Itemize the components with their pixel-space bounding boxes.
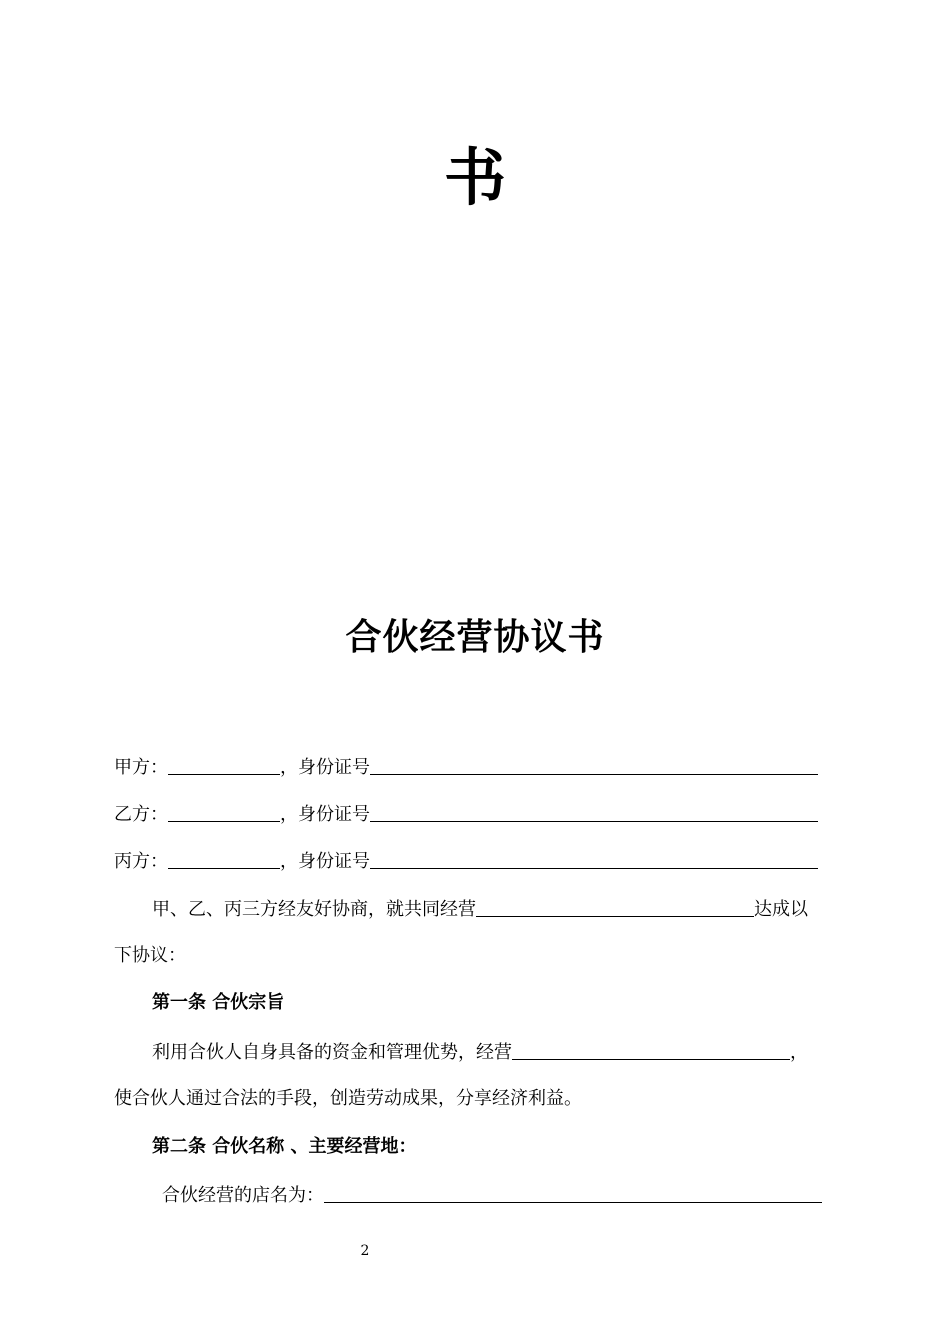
article-2-heading: 第二条 合伙名称 、主要经营地： bbox=[152, 1136, 417, 1157]
shop-name-blank[interactable] bbox=[324, 1182, 822, 1203]
party-a-id-label: ，身份证号 bbox=[280, 757, 370, 778]
article-1-text-before: 利用合伙人自身具备的资金和管理优势，经营 bbox=[152, 1042, 512, 1063]
article-1-line-1 bbox=[152, 1037, 808, 1067]
party-a-name-blank[interactable] bbox=[168, 754, 280, 775]
shop-name-label: 合伙经营的店名为： bbox=[162, 1185, 324, 1206]
party-c-id-label: ，身份证号 bbox=[280, 851, 370, 872]
page-number: 2 bbox=[360, 1243, 370, 1259]
business-scope-blank[interactable] bbox=[476, 896, 754, 917]
article-1-text-after: ， bbox=[790, 1042, 808, 1063]
party-b-line bbox=[114, 799, 818, 829]
shop-name-line bbox=[162, 1180, 822, 1210]
party-a-line bbox=[114, 752, 818, 782]
intro-text-before: 甲、乙、丙三方经友好协商，就共同经营 bbox=[152, 899, 476, 920]
party-c-id-blank[interactable] bbox=[370, 848, 818, 869]
party-c-name-blank[interactable] bbox=[168, 848, 280, 869]
article-1-heading: 第一条 合伙宗旨 bbox=[152, 992, 285, 1013]
party-b-name-blank[interactable] bbox=[168, 801, 280, 822]
intro-text-after: 达成以 bbox=[754, 899, 808, 920]
business-blank[interactable] bbox=[512, 1039, 790, 1060]
party-a-label: 甲方： bbox=[114, 757, 168, 778]
party-b-label: 乙方： bbox=[114, 804, 168, 825]
party-c-line bbox=[114, 846, 818, 876]
party-c-label: 丙方： bbox=[114, 851, 168, 872]
intro-line bbox=[152, 894, 808, 924]
document-title: 合伙经营协议书 bbox=[345, 616, 605, 658]
intro-continuation: 下协议： bbox=[114, 945, 186, 966]
previous-page-fragment: 书 bbox=[443, 141, 506, 214]
party-b-id-label: ，身份证号 bbox=[280, 804, 370, 825]
article-1-line-2: 使合伙人通过合法的手段，创造劳动成果，分享经济利益。 bbox=[114, 1088, 582, 1109]
party-b-id-blank[interactable] bbox=[370, 801, 818, 822]
party-a-id-blank[interactable] bbox=[370, 754, 818, 775]
